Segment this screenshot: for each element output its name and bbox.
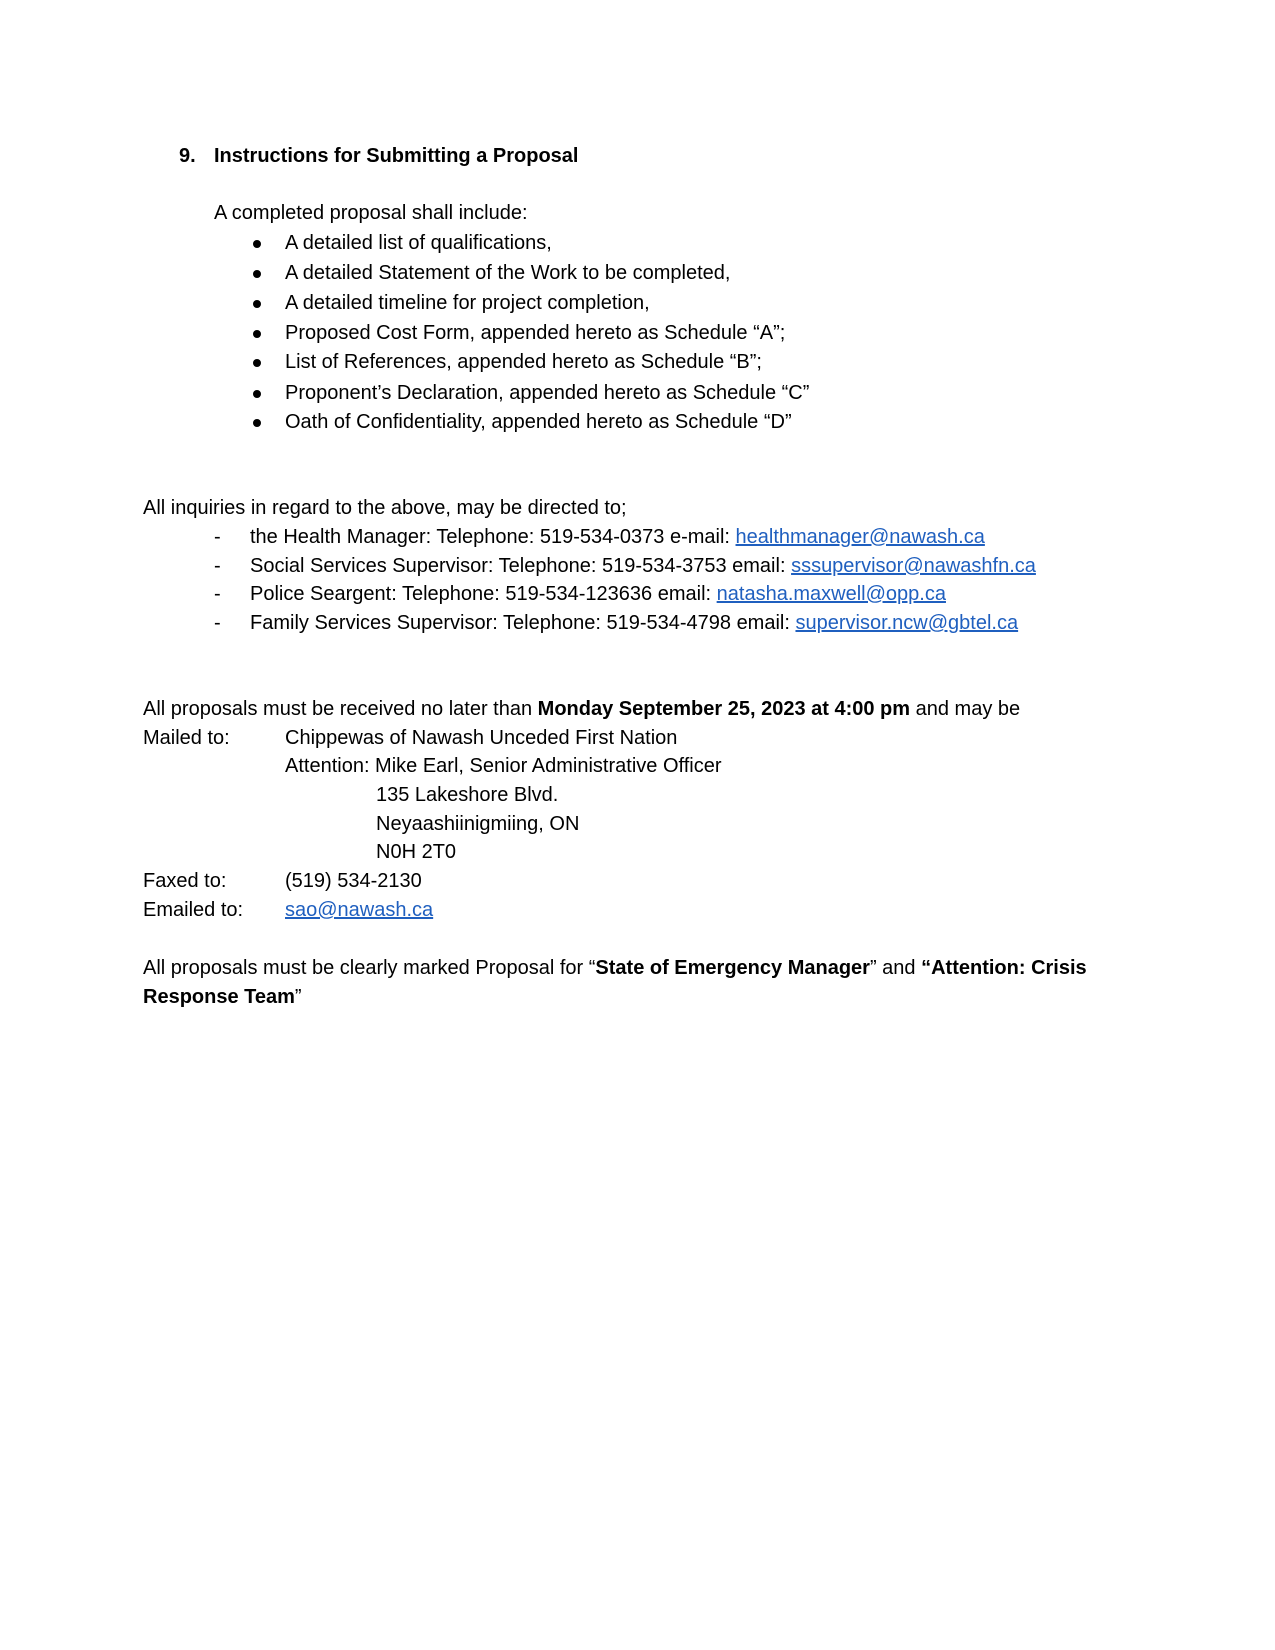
fax-number: (519) 534-2130 bbox=[285, 870, 422, 892]
list-item: List of References, appended hereto as Schedule “B”; bbox=[285, 351, 762, 373]
bullet-icon bbox=[253, 300, 261, 308]
marking-line-1: All proposals must be clearly marked Proposal for “State of Emergency Manager” and “Attention: Crisis bbox=[143, 957, 1087, 979]
section-number: 9. bbox=[179, 145, 196, 167]
faxed-label: Faxed to: bbox=[143, 870, 227, 892]
mailed-line: Attention: Mike Earl, Senior Administrative Officer bbox=[285, 755, 722, 777]
marking-line-2: Response Team” bbox=[143, 986, 302, 1008]
list-item: A detailed Statement of the Work to be completed, bbox=[285, 262, 731, 284]
email-link[interactable]: healthmanager@nawash.ca bbox=[735, 526, 985, 548]
address-line: N0H 2T0 bbox=[376, 841, 457, 863]
email-link[interactable]: sssupervisor@nawashfn.ca bbox=[791, 555, 1036, 577]
bullet-icon bbox=[253, 359, 261, 367]
address-line: Neyaashiinigmiing, ON bbox=[376, 813, 580, 835]
dash-marker: - bbox=[214, 612, 221, 634]
mailed-label: Mailed to: bbox=[143, 727, 230, 749]
contact-police: Police Seargent: Telephone: 519-534-123636 email: natasha.maxwell@opp.ca bbox=[250, 583, 946, 605]
email-link[interactable]: natasha.maxwell@opp.ca bbox=[716, 583, 946, 605]
bullet-icon bbox=[253, 330, 261, 338]
contact-health-manager: the Health Manager: Telephone: 519-534-0373 e-mail: healthmanager@nawash.ca bbox=[250, 526, 985, 548]
bullet-icon bbox=[253, 240, 261, 248]
address-line: 135 Lakeshore Blvd. bbox=[376, 784, 559, 806]
sao-email-link[interactable]: sao@nawash.ca bbox=[285, 899, 434, 921]
list-item: A detailed timeline for project completion, bbox=[285, 292, 650, 314]
mailed-line: Chippewas of Nawash Unceded First Nation bbox=[285, 727, 678, 749]
dash-marker: - bbox=[214, 555, 221, 577]
list-item: A detailed list of qualifications, bbox=[285, 232, 552, 254]
contact-social-services: Social Services Supervisor: Telephone: 519-534-3753 email: sssupervisor@nawashfn.ca bbox=[250, 555, 1036, 577]
contact-family-services: Family Services Supervisor: Telephone: 519-534-4798 email: supervisor.ncw@gbtel.ca bbox=[250, 612, 1019, 634]
bullet-icon bbox=[253, 270, 261, 278]
list-item: Proponent’s Declaration, appended hereto as Schedule “C” bbox=[285, 382, 810, 404]
inquiries-intro: All inquiries in regard to the above, may be directed to; bbox=[143, 497, 627, 519]
dash-marker: - bbox=[214, 526, 221, 548]
bullet-icon bbox=[253, 419, 261, 427]
dash-marker: - bbox=[214, 583, 221, 605]
section-title: Instructions for Submitting a Proposal bbox=[214, 145, 579, 167]
list-item: Proposed Cost Form, appended hereto as Schedule “A”; bbox=[285, 322, 786, 344]
list-item: Oath of Confidentiality, appended hereto as Schedule “D” bbox=[285, 411, 792, 433]
deadline-line: All proposals must be received no later than Monday September 25, 2023 at 4:00 pm and may be bbox=[143, 698, 1021, 720]
emailed-label: Emailed to: bbox=[143, 899, 244, 921]
email-link[interactable]: supervisor.ncw@gbtel.ca bbox=[795, 612, 1019, 634]
bullet-icon bbox=[253, 390, 261, 398]
section-intro: A completed proposal shall include: bbox=[214, 202, 528, 224]
